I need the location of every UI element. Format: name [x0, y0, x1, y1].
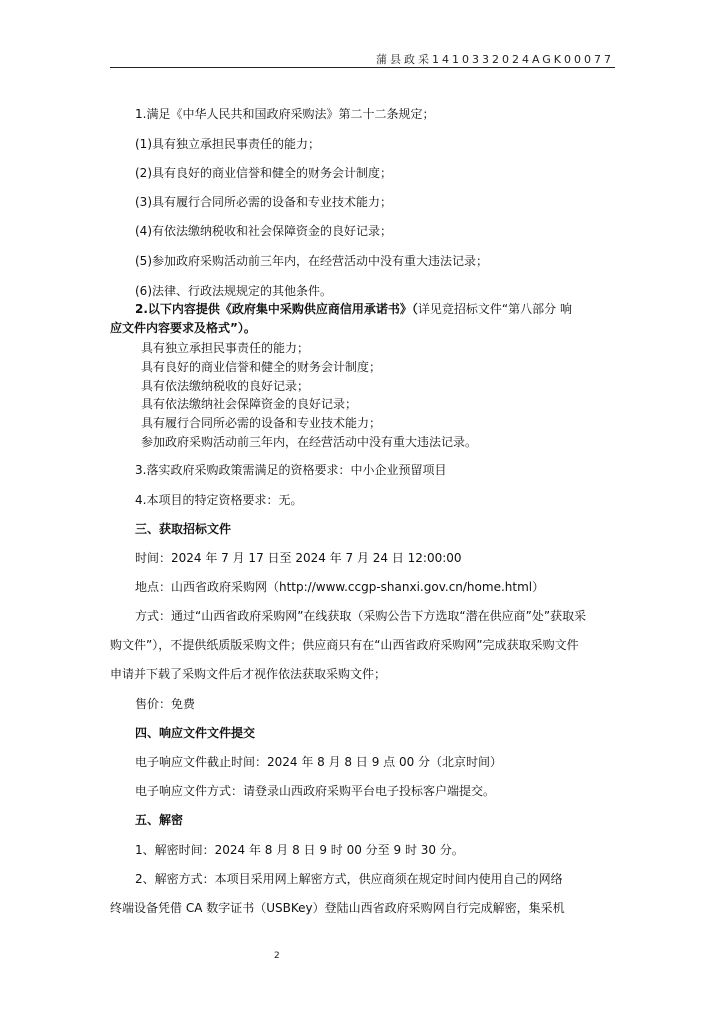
decrypt-time-line: 1、解密时间：2024 年 8 月 8 日 9 时 00 分至 9 时 30 分。 [135, 843, 464, 857]
list-item: (4)有依法缴纳税收和社会保障资金的良好记录； [135, 224, 392, 238]
list-item: 具有独立承担民事责任的能力； [141, 341, 310, 355]
header-project-code: 蒲县政采1410332024AGK00077 [375, 53, 614, 66]
list-item: 具有良好的商业信誉和健全的财务会计制度； [141, 360, 382, 374]
paragraph-2 [135, 301, 572, 317]
page-number: 2 [274, 951, 280, 961]
section-heading-5: 五、解密 [135, 813, 184, 827]
list-item: 具有依法缴纳税收的良好记录； [141, 379, 310, 393]
list-item: 具有依法缴纳社会保障资金的良好记录； [141, 397, 358, 411]
location-line: 地点：山西省政府采购网（http://www.ccgp-shanxi.gov.cn/home.html） [135, 580, 545, 594]
list-item: (3)具有履行合同所必需的设备和专业技术能力； [135, 195, 392, 209]
paragraph-3: 3.落实政府采购政策需满足的资格要求：中小企业预留项目 [135, 463, 447, 477]
paragraph-2-continued: 应文件内容要求及格式”）。 [110, 321, 256, 335]
submission-line: 电子响应文件方式：请登录山西政府采购平台电子投标客户端提交。 [135, 784, 496, 798]
list-item: 参加政府采购活动前三年内，在经营活动中没有重大违法记录。 [141, 435, 478, 449]
header-rule [110, 67, 615, 68]
list-item: (5)参加政府采购活动前三年内，在经营活动中没有重大违法记录； [135, 254, 489, 268]
method-line: 方式：通过“山西省政府采购网”在线获取（采购公告下方选取“潜在供应商”处”获取采 [135, 609, 587, 623]
time-line: 时间：2024 年 7 月 17 日至 2024 年 7 月 24 日 12:00:00 [135, 551, 462, 565]
decrypt-method-line-continued: 终端设备凭借 CA 数字证书（USBKey）登陆山西省政府采购网自行完成解密，集采机 [110, 901, 565, 915]
paragraph-4: 4.本项目的特定资格要求：无。 [135, 493, 303, 507]
section-heading-3: 三、获取招标文件 [135, 522, 232, 536]
list-item: (6)法律、行政法规规定的其他条件。 [135, 284, 332, 298]
decrypt-method-line: 2、解密方式：本项目采用网上解密方式，供应商须在规定时间内使用自己的网络 [135, 872, 563, 886]
section-heading-4: 四、响应文件文件提交 [135, 726, 256, 740]
list-item: (2)具有良好的商业信誉和健全的财务会计制度； [135, 166, 392, 180]
method-line-continued: 申请并下载了采购文件后才视作依法获取采购文件； [110, 667, 387, 681]
list-item: 具有履行合同所必需的设备和专业技术能力； [141, 416, 382, 430]
paragraph-2-note: 详见竞招标文件“第八部分 响 [417, 302, 572, 316]
price-line: 售价：免费 [135, 697, 196, 711]
paragraph-2-bold-lead: 2.以下内容提供《政府集中采购供应商信用承诺书》（ [135, 302, 418, 316]
paragraph-1: 1.满足《中华人民共和国政府采购法》第二十二条规定； [135, 107, 435, 121]
deadline-line: 电子响应文件截止时间：2024 年 8 月 8 日 9 点 00 分（北京时间） [135, 755, 503, 769]
method-line-continued: 购文件”），不提供纸质版采购文件；供应商只有在“山西省政府采购网”完成获取采购文件 [110, 638, 579, 652]
list-item: (1)具有独立承担民事责任的能力； [135, 137, 320, 151]
